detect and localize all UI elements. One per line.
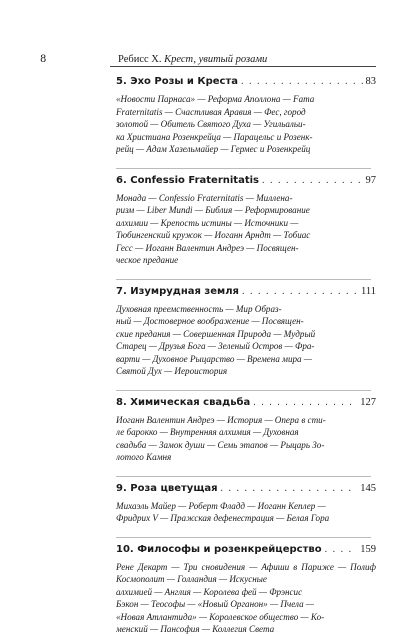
- entry-separator: [116, 476, 371, 477]
- description-line: Fraternitatis — Счастливая Аравия — Фес, город: [116, 106, 306, 117]
- toc-entry-page: 83: [365, 76, 376, 87]
- toc-block: [40, 168, 376, 267]
- toc-entry-line: [116, 284, 376, 300]
- description-line: Духовная преемственность — Мир Образ-: [116, 303, 282, 314]
- toc-entry: [116, 481, 376, 525]
- description-line: рейц — Адам Хазельмайер — Гермес и Розенкрейц: [116, 144, 311, 154]
- description-line: Бэкон — Теософы — «Новый Органон» — Пчела —: [116, 599, 315, 609]
- toc-entry-page: 127: [360, 396, 376, 408]
- toc-block: [40, 74, 376, 156]
- description-line: ка Христиана Розенкрейца — Парацельс и Розенк-: [116, 131, 313, 142]
- description-line: золотой — Обитель Святого Духа — Угильальи-: [116, 119, 306, 129]
- description-line: «Новая Атлантида» — Королевское общество — Ко-: [116, 611, 325, 622]
- toc-entry-title: 5. Эхо Розы и Креста: [116, 76, 238, 87]
- leader-dots: [241, 74, 363, 90]
- toc-entry: [116, 542, 376, 636]
- entry-separator: [116, 168, 371, 169]
- table-of-contents: [40, 72, 376, 636]
- toc-entry-title: 10. Философы и розенкрейцерство: [116, 543, 322, 555]
- toc-entry-description: [116, 192, 376, 267]
- leader-dots: [221, 481, 358, 497]
- toc-block: [40, 476, 376, 525]
- toc-entry-page: 97: [365, 174, 376, 186]
- toc-block: [40, 390, 376, 464]
- toc-entry-description: [116, 93, 376, 156]
- toc-entry-line: [116, 173, 376, 189]
- description-line: «Новости Парнаса» — Реформа Аполлона — Fama: [116, 94, 315, 104]
- toc-block: [40, 537, 376, 636]
- description-line: Иоганн Валентин Андреэ — История — Опера в сти-: [116, 414, 326, 425]
- entry-separator: [116, 537, 371, 538]
- page-number: 8: [40, 53, 47, 65]
- toc-entry-description: [116, 561, 376, 636]
- description-line: ские предания — Совершенная Природа — Мудрый: [116, 328, 316, 339]
- leader-dots: [253, 395, 357, 411]
- toc-entry-title: 6. Confessio Fraternitatis: [116, 174, 259, 186]
- toc-entry-description: [116, 414, 376, 464]
- description-line: менский — Пансофия — Коллегия Света: [116, 624, 275, 634]
- entry-separator: [116, 390, 371, 391]
- entry-separator: [116, 279, 371, 280]
- toc-entry-page: 111: [361, 285, 376, 297]
- description-line: свадьба — Замок души — Семь этапов — Рыцарь Зо-: [116, 439, 325, 450]
- description-line: ле барокко — Внутренняя алхимия — Духовная: [116, 427, 299, 437]
- toc-entry-title: 8. Химическая свадьба: [116, 396, 251, 408]
- leader-dots: [242, 284, 358, 300]
- toc-entry-title: 7. Изумрудная земля: [116, 285, 239, 297]
- description-line: Монада — Confessio Fraternitatis — Миллена-: [116, 192, 293, 203]
- description-line: алхимии — Крепость истины — Источники —: [116, 217, 299, 228]
- leader-dots: [325, 542, 358, 558]
- description-line: Фридрих V — Пражская дефенестрация — Белая Гора: [116, 513, 330, 523]
- description-line: Рене Декарт — Три сновидения — Афиши в Париже — Полиф Космополит — Голландия — Искусные: [116, 561, 376, 584]
- description-line: Михаэль Майер — Роберт Фладд — Иоганн Кеплер —: [116, 500, 326, 511]
- description-line: варти — Духовное Рыцарство — Времена мира —: [116, 353, 312, 364]
- toc-entry-line: [116, 74, 376, 90]
- toc-entry: [116, 284, 376, 378]
- running-title: [118, 54, 267, 65]
- header-rule: [110, 66, 376, 67]
- toc-block: [40, 279, 376, 378]
- description-line: Гесс — Иоганн Валентин Андреэ — Посвящен-: [116, 242, 299, 253]
- toc-entry-page: 159: [360, 543, 376, 555]
- toc-entry-description: [116, 500, 376, 525]
- toc-entry: [116, 173, 376, 267]
- leader-dots: [262, 173, 363, 189]
- toc-entry-line: [116, 542, 376, 558]
- description-line: Старец — Друзья Бога — Зеленый Остров — Фра-: [116, 341, 315, 351]
- description-line: ный — Достоверное воображение — Посвящен-: [116, 316, 304, 326]
- toc-entry-line: [116, 481, 376, 497]
- toc-entry-description: [116, 303, 376, 378]
- toc-entry: [116, 74, 376, 156]
- running-book-title: Крест, увитый розами: [164, 53, 268, 65]
- toc-entry-line: [116, 395, 376, 411]
- description-line: Святой Дух — Иероистория: [116, 366, 228, 376]
- description-line: ческое предание: [116, 255, 179, 265]
- toc-entry-title: 9. Роза цветущая: [116, 482, 218, 494]
- toc-entry-page: 145: [360, 482, 376, 494]
- description-line: алхимией — Англия — Королева фей — Фрэнсис: [116, 586, 303, 597]
- description-line: Тюбингенский кружок — Иоганн Арндт — Тобиас: [116, 230, 311, 240]
- description-line: лотого Камня: [116, 452, 172, 462]
- toc-entry: [116, 395, 376, 464]
- running-author: Ребисс X.: [118, 53, 162, 65]
- description-line: ризм — Liber Mundi — Библия — Реформирование: [116, 205, 310, 215]
